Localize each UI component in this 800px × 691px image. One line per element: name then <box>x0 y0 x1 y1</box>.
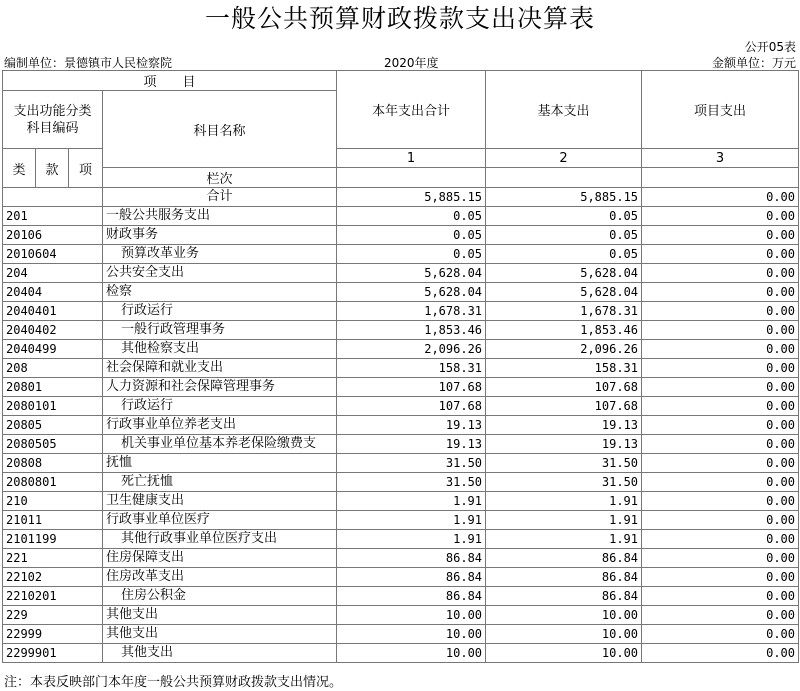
row-code: 2080505 <box>3 435 103 454</box>
row-total: 0.05 <box>337 226 486 245</box>
row-project: 0.00 <box>642 283 799 302</box>
row-basic: 19.13 <box>486 416 642 435</box>
row-basic: 107.68 <box>486 397 642 416</box>
row-code: 2040402 <box>3 321 103 340</box>
table-row <box>3 435 799 454</box>
expenditure-table <box>2 70 799 663</box>
table-row <box>3 378 799 397</box>
row-code: 20404 <box>3 283 103 302</box>
header-lei: 类 <box>3 149 36 188</box>
row-subject-name: 公共安全支出 <box>103 264 337 283</box>
row-subject-name: 一般行政管理事务 <box>103 321 337 340</box>
table-row <box>3 625 799 644</box>
row-total: 0.05 <box>337 245 486 264</box>
row-subject-name: 行政事业单位医疗 <box>103 511 337 530</box>
row-code: 20106 <box>3 226 103 245</box>
row-code: 2010604 <box>3 245 103 264</box>
row-project: 0.00 <box>642 435 799 454</box>
header-subject-name: 科目名称 <box>103 91 337 168</box>
amount-unit: 金额单位：万元 <box>711 56 796 70</box>
fiscal-year: 2020年度 <box>384 56 439 70</box>
row-code: 22102 <box>3 568 103 587</box>
row-subject-name: 其他行政事业单位医疗支出 <box>103 530 337 549</box>
row-code: 2040499 <box>3 340 103 359</box>
row-code: 20808 <box>3 454 103 473</box>
header-basic: 基本支出 <box>486 71 642 149</box>
header-func-class-line1: 支出功能分类 <box>13 103 92 119</box>
lanci-blank-3 <box>642 168 799 188</box>
summary-code-cell <box>3 188 103 207</box>
table-row <box>3 264 799 283</box>
row-total: 1.91 <box>337 530 486 549</box>
row-basic: 107.68 <box>486 378 642 397</box>
row-project: 0.00 <box>642 340 799 359</box>
row-project: 0.00 <box>642 378 799 397</box>
row-subject-name: 其他支出 <box>103 625 337 644</box>
row-subject-name: 其他检察支出 <box>103 340 337 359</box>
row-basic: 19.13 <box>486 435 642 454</box>
table-row <box>3 511 799 530</box>
row-basic: 86.84 <box>486 587 642 606</box>
row-subject-name: 人力资源和社会保障管理事务 <box>103 378 337 397</box>
header-lanci: 栏次 <box>103 168 337 188</box>
row-code: 2210201 <box>3 587 103 606</box>
row-code: 229 <box>3 606 103 625</box>
table-row <box>3 473 799 492</box>
row-subject-name: 其他支出 <box>103 644 337 663</box>
table-row <box>3 359 799 378</box>
row-total: 5,628.04 <box>337 264 486 283</box>
row-code: 2080101 <box>3 397 103 416</box>
row-code: 21011 <box>3 511 103 530</box>
row-project: 0.00 <box>642 473 799 492</box>
row-subject-name: 预算改革业务 <box>103 245 337 264</box>
table-row <box>3 340 799 359</box>
summary-total: 5,885.15 <box>337 188 486 207</box>
row-subject-name: 住房公积金 <box>103 587 337 606</box>
row-project: 0.00 <box>642 264 799 283</box>
row-basic: 86.84 <box>486 549 642 568</box>
row-subject-name: 财政事务 <box>103 226 337 245</box>
summary-label: 合计 <box>103 188 337 207</box>
header-col3: 3 <box>642 149 799 168</box>
row-basic: 0.05 <box>486 245 642 264</box>
compiling-unit: 编制单位：景德镇市人民检察院 <box>4 56 173 70</box>
table-row <box>3 283 799 302</box>
table-row <box>3 245 799 264</box>
row-total: 19.13 <box>337 416 486 435</box>
table-row <box>3 397 799 416</box>
row-subject-name: 机关事业单位基本养老保险缴费支 <box>103 435 337 454</box>
row-project: 0.00 <box>642 530 799 549</box>
row-project: 0.00 <box>642 207 799 226</box>
table-row <box>3 321 799 340</box>
row-basic: 2,096.26 <box>486 340 642 359</box>
row-project: 0.00 <box>642 302 799 321</box>
table-row <box>3 454 799 473</box>
row-basic: 10.00 <box>486 644 642 663</box>
row-project: 0.00 <box>642 416 799 435</box>
row-basic: 31.50 <box>486 454 642 473</box>
summary-project: 0.00 <box>642 188 799 207</box>
table-row <box>3 302 799 321</box>
doc-number: 公开05表 <box>744 40 796 54</box>
row-project: 0.00 <box>642 511 799 530</box>
row-code: 221 <box>3 549 103 568</box>
row-subject-name: 抚恤 <box>103 454 337 473</box>
row-code: 201 <box>3 207 103 226</box>
row-project: 0.00 <box>642 454 799 473</box>
row-project: 0.00 <box>642 625 799 644</box>
row-subject-name: 卫生健康支出 <box>103 492 337 511</box>
table-row <box>3 530 799 549</box>
row-subject-name: 住房保障支出 <box>103 549 337 568</box>
row-subject-name: 一般公共服务支出 <box>103 207 337 226</box>
row-total: 86.84 <box>337 549 486 568</box>
row-code: 20805 <box>3 416 103 435</box>
row-total: 10.00 <box>337 625 486 644</box>
unit-info-row <box>4 54 796 70</box>
row-basic: 1.91 <box>486 492 642 511</box>
row-basic: 86.84 <box>486 568 642 587</box>
row-project: 0.00 <box>642 644 799 663</box>
row-basic: 158.31 <box>486 359 642 378</box>
row-subject-name: 检察 <box>103 283 337 302</box>
row-total: 1.91 <box>337 492 486 511</box>
summary-basic: 5,885.15 <box>486 188 642 207</box>
header-func-class <box>3 91 103 149</box>
row-total: 10.00 <box>337 606 486 625</box>
footnote: 注：本表反映部门本年度一般公共预算财政拨款支出情况。 <box>4 675 343 690</box>
row-code: 2299901 <box>3 644 103 663</box>
row-basic: 10.00 <box>486 606 642 625</box>
row-basic: 1,678.31 <box>486 302 642 321</box>
row-project: 0.00 <box>642 587 799 606</box>
row-code: 20801 <box>3 378 103 397</box>
row-total: 2,096.26 <box>337 340 486 359</box>
header-kuan: 款 <box>36 149 69 188</box>
row-total: 1,853.46 <box>337 321 486 340</box>
row-project: 0.00 <box>642 568 799 587</box>
row-basic: 0.05 <box>486 207 642 226</box>
row-subject-name: 其他支出 <box>103 606 337 625</box>
table-row <box>3 416 799 435</box>
row-subject-name: 行政运行 <box>103 397 337 416</box>
row-project: 0.00 <box>642 226 799 245</box>
row-basic: 5,628.04 <box>486 283 642 302</box>
row-total: 31.50 <box>337 454 486 473</box>
row-basic: 1,853.46 <box>486 321 642 340</box>
page-title: 一般公共预算财政拨款支出决算表 <box>204 4 595 33</box>
row-total: 107.68 <box>337 397 486 416</box>
row-total: 86.84 <box>337 568 486 587</box>
row-code: 22999 <box>3 625 103 644</box>
row-code: 208 <box>3 359 103 378</box>
lanci-blank-1 <box>337 168 486 188</box>
row-code: 204 <box>3 264 103 283</box>
row-project: 0.00 <box>642 492 799 511</box>
row-total: 31.50 <box>337 473 486 492</box>
row-project: 0.00 <box>642 397 799 416</box>
header-xiang: 项 <box>69 149 103 188</box>
row-total: 5,628.04 <box>337 283 486 302</box>
table-row <box>3 606 799 625</box>
row-code: 2040401 <box>3 302 103 321</box>
summary-row <box>3 188 799 207</box>
row-code: 2080801 <box>3 473 103 492</box>
row-total: 86.84 <box>337 587 486 606</box>
header-col1: 1 <box>337 149 486 168</box>
header-func-class-line2: 科目编码 <box>26 120 79 136</box>
table-row <box>3 587 799 606</box>
row-total: 10.00 <box>337 644 486 663</box>
row-project: 0.00 <box>642 549 799 568</box>
table-row <box>3 226 799 245</box>
row-total: 19.13 <box>337 435 486 454</box>
row-basic: 0.05 <box>486 226 642 245</box>
table-row <box>3 644 799 663</box>
row-subject-name: 行政运行 <box>103 302 337 321</box>
row-total: 107.68 <box>337 378 486 397</box>
row-basic: 10.00 <box>486 625 642 644</box>
row-basic: 31.50 <box>486 473 642 492</box>
row-subject-name: 住房改革支出 <box>103 568 337 587</box>
row-subject-name: 死亡抚恤 <box>103 473 337 492</box>
header-total: 本年支出合计 <box>337 71 486 149</box>
row-total: 1.91 <box>337 511 486 530</box>
header-project: 项目支出 <box>642 71 799 149</box>
row-total: 0.05 <box>337 207 486 226</box>
table-row <box>3 207 799 226</box>
row-basic: 5,628.04 <box>486 264 642 283</box>
row-total: 158.31 <box>337 359 486 378</box>
row-total: 1,678.31 <box>337 302 486 321</box>
row-project: 0.00 <box>642 245 799 264</box>
row-project: 0.00 <box>642 359 799 378</box>
table-row <box>3 492 799 511</box>
row-subject-name: 社会保障和就业支出 <box>103 359 337 378</box>
header-item: 项 目 <box>3 71 337 91</box>
table-row <box>3 549 799 568</box>
row-basic: 1.91 <box>486 530 642 549</box>
row-code: 2101199 <box>3 530 103 549</box>
table-row <box>3 568 799 587</box>
row-project: 0.00 <box>642 321 799 340</box>
row-project: 0.00 <box>642 606 799 625</box>
row-basic: 1.91 <box>486 511 642 530</box>
row-code: 210 <box>3 492 103 511</box>
row-subject-name: 行政事业单位养老支出 <box>103 416 337 435</box>
header-col2: 2 <box>486 149 642 168</box>
lanci-blank-2 <box>486 168 642 188</box>
